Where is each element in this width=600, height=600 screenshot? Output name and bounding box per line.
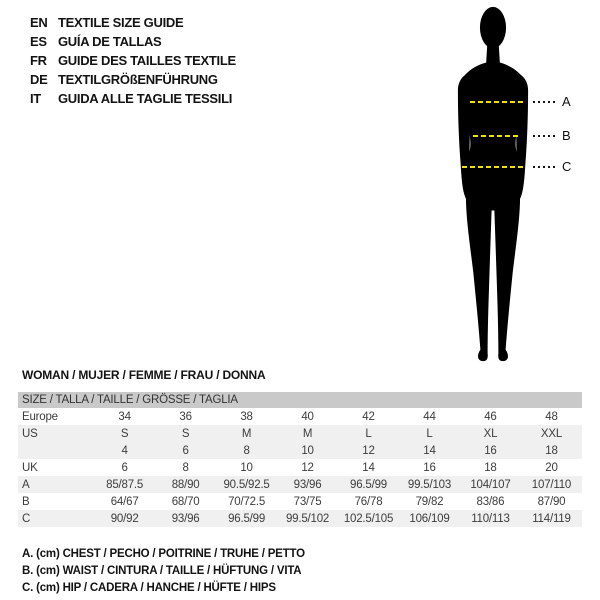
- size-cell: 40: [301, 410, 314, 423]
- size-cell: 20: [545, 461, 558, 474]
- language-label: GUÍA DE TALLAS: [58, 34, 162, 49]
- size-cell: 83/86: [476, 495, 505, 508]
- size-cell: 114/119: [532, 512, 571, 525]
- hip-measure-line: [462, 166, 524, 168]
- table-row: [18, 425, 582, 442]
- size-cell: 16: [484, 444, 497, 457]
- size-cell: 76/78: [354, 495, 383, 508]
- size-table-header: SIZE / TALLA / TAILLE / GRÖSSE / TAGLIA: [18, 392, 582, 408]
- row-label: C: [22, 512, 31, 525]
- size-cell: L: [426, 427, 433, 440]
- language-code: DE: [30, 72, 48, 87]
- size-cell: 10: [301, 444, 314, 457]
- language-code: ES: [30, 34, 47, 49]
- size-cell: 99.5/102: [285, 512, 330, 525]
- size-cell: 93/96: [171, 512, 200, 525]
- size-cell: 79/82: [415, 495, 444, 508]
- size-cell: 73/75: [293, 495, 322, 508]
- table-row: [18, 442, 582, 459]
- hip-leader-line: [533, 166, 557, 168]
- size-cell: 34: [118, 410, 131, 423]
- size-cell: 6: [182, 444, 189, 457]
- language-row: [30, 89, 236, 108]
- size-cell: 12: [362, 444, 375, 457]
- note-line: A. (cm) CHEST / PECHO / POITRINE / TRUHE / PETTO: [22, 548, 305, 560]
- row-label: [18, 442, 94, 459]
- language-label: TEXTILGRÖßENFÜHRUNG: [58, 72, 218, 87]
- size-cell: 18: [545, 444, 558, 457]
- section-title-woman: WOMAN / MUJER / FEMME / FRAU / DONNA: [22, 368, 266, 382]
- waist-measure-line: [473, 135, 520, 137]
- waist-leader-line: [533, 135, 557, 137]
- chest-measure-line: [470, 101, 523, 103]
- size-cell: XXL: [540, 427, 563, 440]
- row-label: Europe: [22, 410, 58, 423]
- table-row: [18, 493, 582, 510]
- size-cell: 110/113: [471, 512, 510, 525]
- table-row: [18, 476, 582, 493]
- size-table: [18, 392, 582, 527]
- table-row: [18, 510, 582, 527]
- size-cell: 14: [423, 444, 436, 457]
- language-label: GUIDA ALLE TAGLIE TESSILI: [58, 91, 233, 106]
- size-cell: 38: [240, 410, 253, 423]
- size-cell: 102.5/105: [343, 512, 394, 525]
- size-cell: 48: [545, 410, 558, 423]
- size-cell: 107/110: [531, 478, 572, 491]
- size-cell: 14: [362, 461, 375, 474]
- woman-silhouette-icon: [447, 6, 539, 366]
- measure-label-a: A: [562, 94, 571, 109]
- size-cell: 85/87.5: [106, 478, 144, 491]
- language-label: TEXTILE SIZE GUIDE: [58, 15, 184, 30]
- size-cell: S: [181, 427, 190, 440]
- size-cell: 87/90: [537, 495, 566, 508]
- language-row: [30, 51, 236, 70]
- size-cell: 99.5/103: [407, 478, 452, 491]
- row-label: UK: [22, 461, 38, 474]
- language-code: EN: [30, 15, 48, 30]
- row-label: B: [22, 495, 30, 508]
- size-cell: 16: [423, 461, 436, 474]
- size-cell: 18: [484, 461, 497, 474]
- size-cell: S: [120, 427, 129, 440]
- size-cell: 36: [179, 410, 192, 423]
- measure-label-c: C: [562, 159, 572, 174]
- size-cell: XL: [483, 427, 498, 440]
- size-cell: 8: [182, 461, 189, 474]
- language-label: GUIDE DES TAILLES TEXTILE: [58, 53, 236, 68]
- size-cell: 104/107: [470, 478, 511, 491]
- size-cell: 96.5/99: [228, 512, 266, 525]
- size-cell: L: [365, 427, 372, 440]
- language-row: [30, 70, 236, 89]
- size-cell: 64/67: [110, 495, 139, 508]
- measurement-notes: [22, 546, 305, 598]
- language-row: [30, 13, 236, 32]
- size-cell: 70/72.5: [228, 495, 266, 508]
- size-table-grid: [18, 408, 582, 527]
- size-cell: 106/109: [409, 512, 450, 525]
- size-cell: 42: [362, 410, 375, 423]
- size-cell: 8: [243, 444, 250, 457]
- size-cell: 88/90: [171, 478, 200, 491]
- row-label: US: [22, 427, 38, 440]
- language-code: FR: [30, 53, 47, 68]
- size-cell: 12: [301, 461, 314, 474]
- language-row: [30, 32, 236, 51]
- row-label: A: [22, 478, 30, 491]
- size-cell: 68/70: [171, 495, 200, 508]
- size-cell: 46: [484, 410, 497, 423]
- size-cell: 4: [121, 444, 128, 457]
- measure-label-b: B: [562, 128, 571, 143]
- size-cell: 90/92: [110, 512, 139, 525]
- language-title-list: [30, 13, 236, 108]
- language-code: IT: [30, 91, 41, 106]
- chest-leader-line: [533, 101, 557, 103]
- size-cell: 93/96: [293, 478, 322, 491]
- woman-silhouette-figure: [440, 0, 600, 372]
- table-row: [18, 408, 582, 425]
- size-cell: 96.5/99: [350, 478, 387, 491]
- size-cell: 10: [240, 461, 253, 474]
- size-cell: 6: [121, 461, 128, 474]
- note-line: B. (cm) WAIST / CINTURA / TAILLE / HÜFTUNG / VITA: [22, 565, 302, 578]
- size-cell: 44: [423, 410, 436, 423]
- size-cell: M: [241, 427, 252, 440]
- note-line: C. (cm) HIP / CADERA / HANCHE / HÜFTE / HIPS: [22, 582, 276, 595]
- size-cell: M: [302, 427, 313, 440]
- table-row: [18, 459, 582, 476]
- size-cell: 90.5/92.5: [223, 478, 270, 491]
